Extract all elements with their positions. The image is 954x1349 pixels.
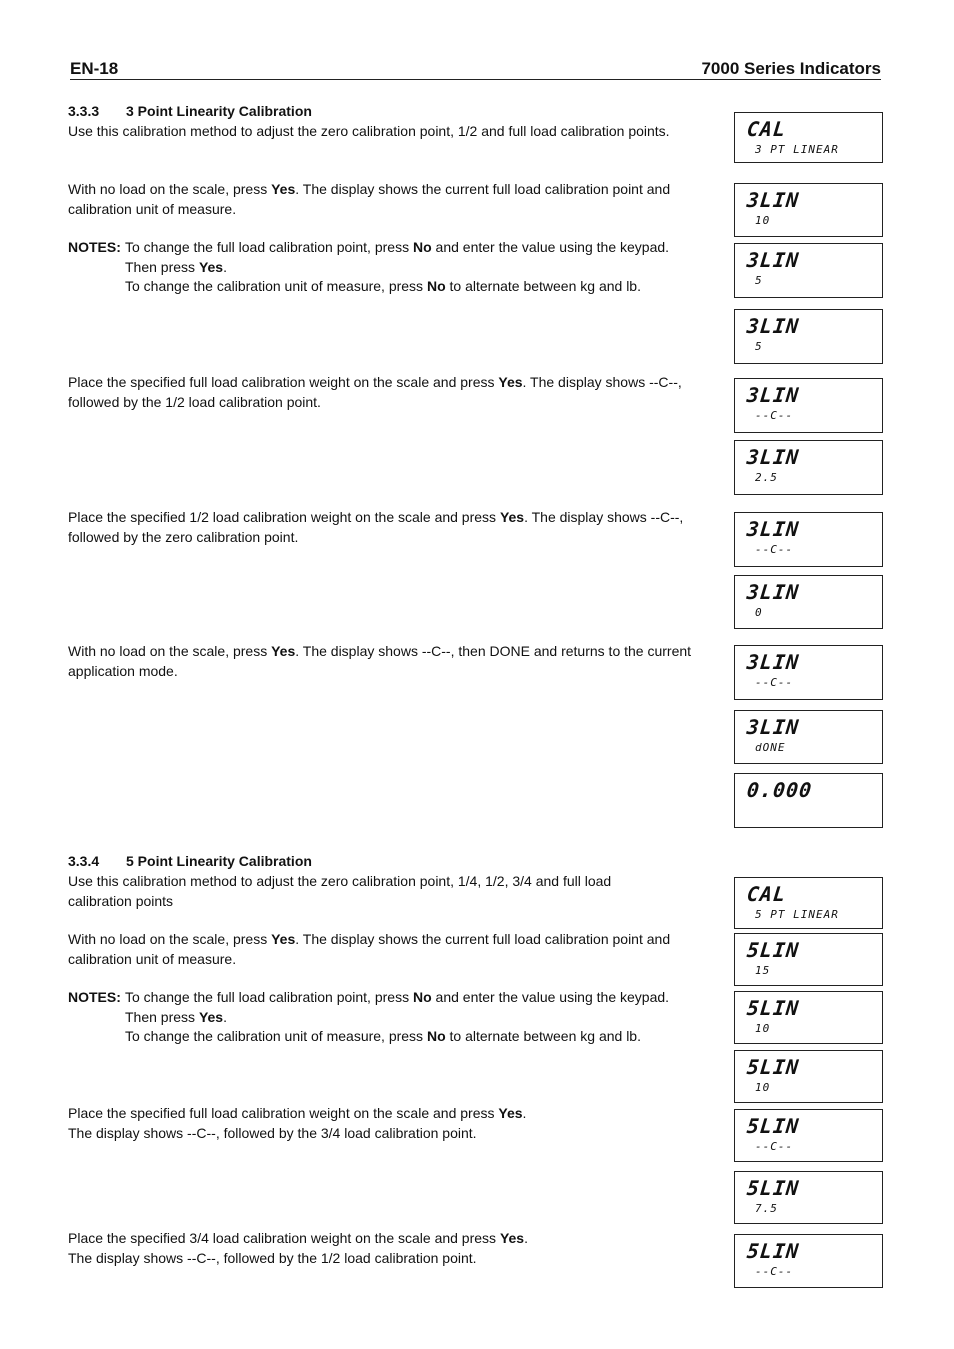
- notes-body: To change the full load calibration point, press No and enter the value using the keypad. Then press Yes. To change the calibration unit of measure, press No to alternate between kg and lb.: [125, 989, 670, 1044]
- lcd-display: CAL 3 PT LINEAR: [734, 112, 883, 163]
- step-paragraph: Place the specified 3/4 load calibration weight on the scale and press Yes. The display shows --C--, followed by the 1/2 load calibration point.: [68, 1230, 528, 1266]
- lcd-display: 5LIN 10: [734, 1050, 883, 1103]
- section-heading-333: [68, 103, 312, 119]
- lcd-display: 5LIN 10: [734, 991, 883, 1044]
- lcd-display: 3LIN 2.5: [734, 440, 883, 495]
- step-paragraph: With no load on the scale, press Yes. The display shows --C--, then DONE and returns to the current application mode.: [68, 643, 692, 679]
- lcd-display: 3LIN 10: [734, 183, 883, 237]
- section-title: 5 Point Linearity Calibration: [126, 853, 312, 869]
- lcd-display: 3LIN 0: [734, 575, 883, 629]
- notes-label: NOTES:: [68, 989, 121, 1005]
- step-paragraph: Place the specified full load calibration weight on the scale and press Yes. The display shows --C--, followed by the 3/4 load calibration point.: [68, 1105, 527, 1141]
- section-number: 3.3.3: [68, 103, 100, 119]
- section-intro-334: Use this calibration method to adjust the zero calibration point, 1/4, 1/2, 3/4 and full load calibration points: [68, 873, 612, 909]
- notes-block: [68, 988, 718, 1048]
- page-number: EN-18: [70, 59, 119, 78]
- section-title: 3 Point Linearity Calibration: [126, 103, 312, 119]
- lcd-display: CAL 5 PT LINEAR: [734, 877, 883, 929]
- section-intro-333: Use this calibration method to adjust the zero calibration point, 1/2 and full load calibration points.: [68, 123, 670, 139]
- lcd-display: 3LIN --C--: [734, 378, 883, 433]
- lcd-display: 0.000: [734, 773, 883, 828]
- lcd-display: 3LIN --C--: [734, 645, 883, 700]
- section-heading-334: [68, 853, 312, 869]
- step-paragraph: Place the specified 1/2 load calibration weight on the scale and press Yes. The display shows --C--, followed by the zero calibration point.: [68, 509, 684, 545]
- step-paragraph: Place the specified full load calibration weight on the scale and press Yes. The display shows --C--, followed by the 1/2 load calibration point.: [68, 374, 682, 410]
- notes-block: [68, 238, 718, 298]
- section-number: 3.3.4: [68, 853, 100, 869]
- lcd-display: 3LIN 5: [734, 243, 883, 298]
- lcd-display: 3LIN dONE: [734, 710, 883, 764]
- lcd-display: 3LIN --C--: [734, 512, 883, 567]
- lcd-display: 5LIN --C--: [734, 1109, 883, 1162]
- header-divider: [70, 79, 881, 80]
- step-paragraph: With no load on the scale, press Yes. The display shows the current full load calibration point and calibration unit of measure.: [68, 181, 671, 217]
- notes-body: To change the full load calibration point, press No and enter the value using the keypad. Then press Yes. To change the calibration unit of measure, press No to alternate between kg and lb.: [125, 239, 670, 294]
- lcd-display: 5LIN --C--: [734, 1234, 883, 1288]
- step-paragraph: With no load on the scale, press Yes. The display shows the current full load calibration point and calibration unit of measure.: [68, 931, 671, 967]
- lcd-display: 5LIN 7.5: [734, 1171, 883, 1224]
- document-title: 7000 Series Indicators: [701, 59, 881, 78]
- lcd-display: 3LIN 5: [734, 309, 883, 364]
- notes-label: NOTES:: [68, 239, 121, 255]
- lcd-display: 5LIN 15: [734, 933, 883, 986]
